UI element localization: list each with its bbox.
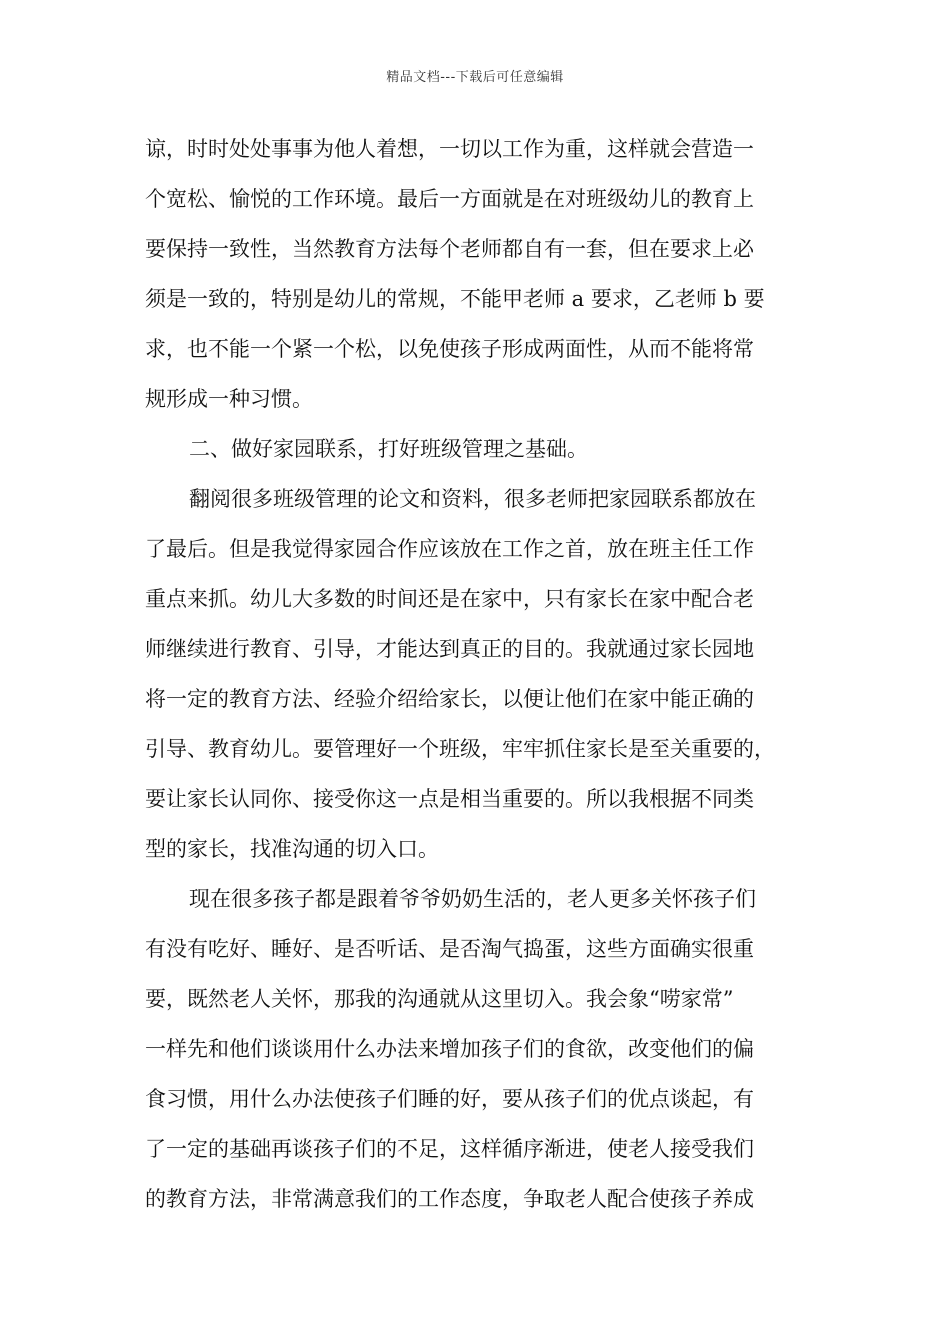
text-line: 引导、教育幼儿。要管理好一个班级，牢牢抓住家长是至关重要的， xyxy=(145,737,775,761)
text-line: 了一定的基础再谈孩子们的不足，这样循序渐进，使老人接受我们 xyxy=(145,1137,754,1161)
text-line: 个宽松、愉悦的工作环境。最后一方面就是在对班级幼儿的教育上 xyxy=(145,187,754,211)
text-line: 型的家长，找准沟通的切入口。 xyxy=(145,837,439,861)
text-line: 重点来抓。幼儿大多数的时间还是在家中，只有家长在家中配合老 xyxy=(145,587,754,611)
text-line: 的教育方法，非常满意我们的工作态度，争取老人配合使孩子养成 xyxy=(145,1187,754,1211)
text-line: 食习惯，用什么办法使孩子们睡的好，要从孩子们的优点谈起，有 xyxy=(145,1087,754,1111)
text-line: 师继续进行教育、引导，才能达到真正的目的。我就通过家长园地 xyxy=(145,637,754,661)
text-line: 翻阅很多班级管理的论文和资料，很多老师把家园联系都放在 xyxy=(189,487,756,511)
text-line: 一样先和他们谈谈用什么办法来增加孩子们的食欲，改变他们的偏 xyxy=(145,1037,754,1061)
text-line: 要保持一致性，当然教育方法每个老师都自有一套，但在要求上必 xyxy=(145,237,754,261)
text-line: 有没有吃好、睡好、是否听话、是否淘气捣蛋，这些方面确实很重 xyxy=(145,937,754,961)
text-line: 谅，时时处处事事为他人着想，一切以工作为重，这样就会营造一 xyxy=(145,137,754,161)
text-line: 了最后。但是我觉得家园合作应该放在工作之首，放在班主任工作 xyxy=(145,537,754,561)
section-heading: 二、做好家园联系，打好班级管理之基础。 xyxy=(189,437,588,461)
text-line: 现在很多孩子都是跟着爷爷奶奶生活的，老人更多关怀孩子们 xyxy=(189,887,756,911)
document-body xyxy=(145,124,810,1224)
text-line: 须是一致的，特别是幼儿的常规，不能甲老师 a 要求，乙老师 b 要 xyxy=(145,287,765,311)
text-line: 要，既然老人关怀，那我的沟通就从这里切入。我会象“唠家常” xyxy=(145,987,734,1011)
text-line: 要让家长认同你、接受你这一点是相当重要的。所以我根据不同类 xyxy=(145,787,754,811)
text-line: 将一定的教育方法、经验介绍给家长，以便让他们在家中能正确的 xyxy=(145,687,754,711)
page-header: 精品文档---下载后可任意编辑 xyxy=(386,70,564,85)
text-line: 求，也不能一个紧一个松，以免使孩子形成两面性，从而不能将常 xyxy=(145,337,754,361)
text-line: 规形成一种习惯。 xyxy=(145,387,313,411)
